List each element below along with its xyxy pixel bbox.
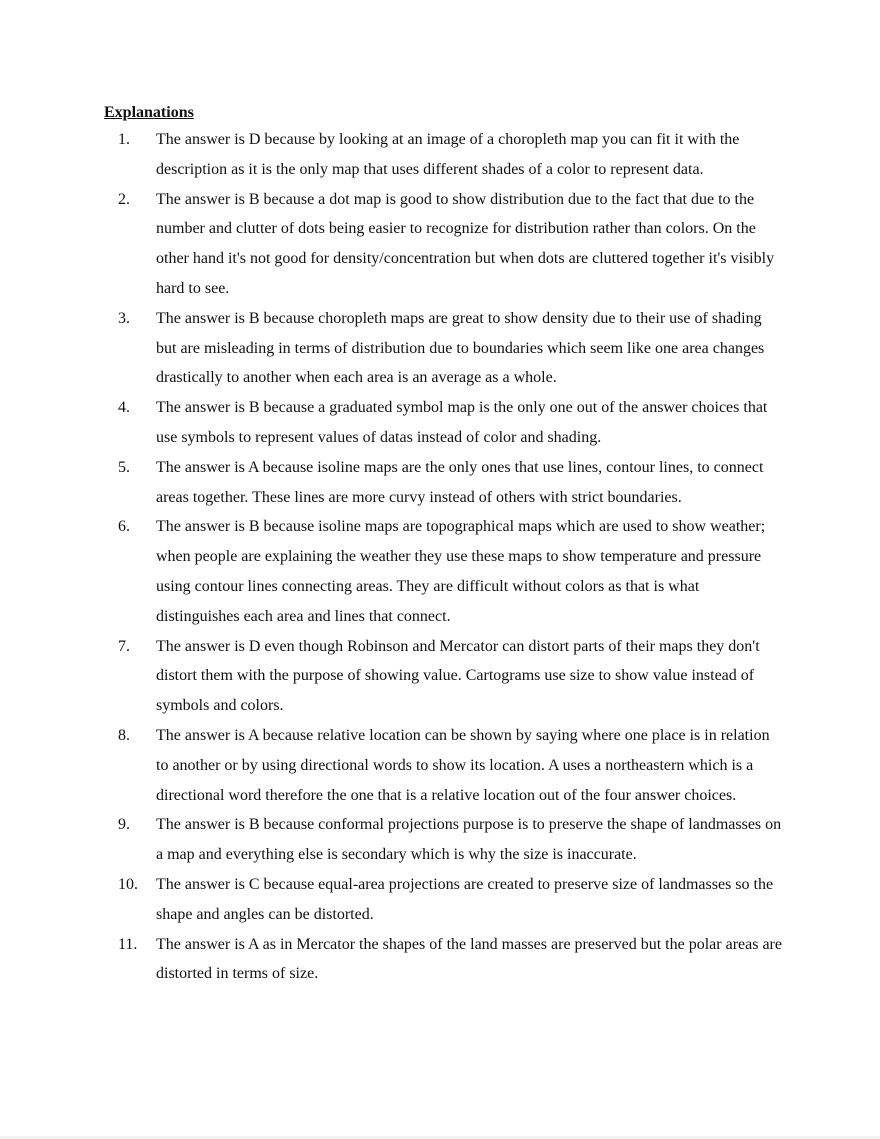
list-item-text: The answer is B because a dot map is good to show distribution due to the fact that due to the number and clutter of dots being easier to recognize for distribution rather than colors. On the other hand it's not good for density/concentration but when dots are cluttered together it's visibly hard to see. — [156, 190, 775, 297]
explanations-heading: Explanations — [104, 104, 194, 121]
list-item-text: The answer is B because conformal projections purpose is to preserve the shape of landmasses on a map and everything else is secondary which is why the size is inaccurate. — [156, 816, 782, 864]
document-content — [104, 101, 784, 989]
list-item-text: The answer is C because equal-area projections are created to preserve size of landmasses so the shape and angles can be distorted. — [156, 875, 774, 923]
list-item-number: 3. — [118, 309, 130, 327]
list-item — [104, 512, 784, 631]
list-item — [104, 453, 784, 513]
list-item-number: 6. — [118, 518, 130, 536]
list-item — [104, 125, 784, 185]
list-item-text: The answer is B because choropleth maps are great to show density due to their use of shading but are misleading in terms of distribution due to boundaries which seem like one area changes drastically to another when each area is an average as a whole. — [156, 309, 765, 387]
list-item-number: 5. — [118, 458, 130, 476]
list-item-number: 10. — [118, 875, 138, 893]
list-item-text: The answer is A because isoline maps are the only ones that use lines, contour lines, to connect areas together. These lines are more curvy instead of others with strict boundaries. — [156, 458, 764, 506]
list-item — [104, 721, 784, 810]
list-item-text: The answer is D because by looking at an image of a choropleth map you can fit it with the description as it is the only map that uses different shades of a color to represent data. — [156, 131, 740, 178]
list-item — [104, 304, 784, 393]
list-item-number: 1. — [118, 131, 130, 148]
list-item-number: 9. — [118, 816, 130, 834]
list-item-text: The answer is B because a graduated symbol map is the only one out of the answer choices that use symbols to represent values of datas instead of color and shading. — [156, 399, 768, 446]
list-item-text: The answer is A because relative location can be shown by saying where one place is in relation to another or by using directional words to show its location. A uses a northeastern which is a directional word therefore the one that is a relative location out of the four answer choices. — [156, 726, 770, 804]
list-item-number: 8. — [118, 726, 130, 744]
list-item — [104, 930, 784, 990]
list-item-number: 2. — [118, 190, 130, 208]
list-item-number: 7. — [118, 637, 130, 655]
list-item-number: 11. — [118, 935, 138, 953]
list-item-text: The answer is B because isoline maps are topographical maps which are used to show weather; when people are explaining the weather they use these maps to show temperature and pressure using contour lines connecting areas. They are difficult without colors as that is what distinguishes each area and lines that connect. — [156, 518, 766, 625]
list-item — [104, 393, 784, 453]
explanations-list — [104, 125, 784, 989]
list-item — [104, 185, 784, 304]
list-item-text: The answer is D even though Robinson and Mercator can distort parts of their maps they don't distort them with the purpose of showing value. Cartograms use size to show value instead of symbols and colors. — [156, 637, 760, 715]
list-item — [104, 810, 784, 870]
list-item — [104, 632, 784, 721]
list-item-number: 4. — [118, 399, 130, 417]
list-item — [104, 870, 784, 930]
list-item-text: The answer is A as in Mercator the shapes of the land masses are preserved but the polar areas are distorted in terms of size. — [156, 935, 782, 983]
